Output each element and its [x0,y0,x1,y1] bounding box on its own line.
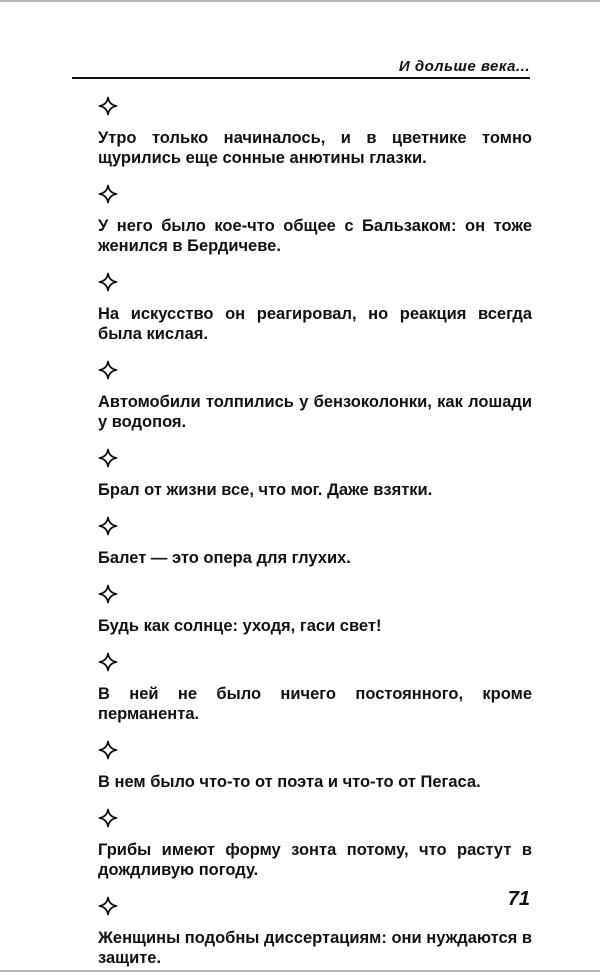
four-point-star-icon [98,180,532,207]
aphorism-list [98,92,532,980]
page-number: 71 [507,888,530,910]
aphorism-text: В ней не было ничего постоянного, кроме перманента. [98,685,532,723]
aphorism-text: У него было кое-что общее с Бальзаком: он тоже женился в Бердичеве. [98,217,532,255]
four-point-star-icon [98,648,532,675]
four-point-star-icon [98,512,532,539]
aphorism-text: В нем было что-то от поэта и что-то от Пегаса. [98,773,481,791]
four-point-star-icon [98,356,532,383]
aphorism-text: Автомобили толпились у бензоколонки, как лошади у водопоя. [98,393,532,431]
aphorism-text: Грибы имеют форму зонта потому, что растут в дождливую погоду. [98,841,532,879]
aphorism-text: Балет — это опера для глухих. [98,549,351,567]
four-point-star-icon [98,892,532,919]
four-point-star-icon [98,580,532,607]
four-point-star-icon [98,268,532,295]
four-point-star-icon [98,736,532,763]
top-edge-line [0,0,600,2]
four-point-star-icon [98,804,532,831]
running-head: И дольше века... [398,58,530,75]
aphorism-text: На искусство он реагировал, но реакция всегда была кислая. [98,305,532,343]
aphorism-text: Брал от жизни все, что мог. Даже взятки. [98,481,433,499]
aphorism-text: Будь как солнце: уходя, гаси свет! [98,617,382,635]
four-point-star-icon [98,92,532,119]
aphorism-text: Женщины подобны диссертациям: они нуждаются в защите. [98,929,532,967]
aphorism-text: Утро только начиналось, и в цветнике томно щурились еще сонные анютины глазки. [98,129,532,167]
four-point-star-icon [98,444,532,471]
header-rule [72,77,530,79]
